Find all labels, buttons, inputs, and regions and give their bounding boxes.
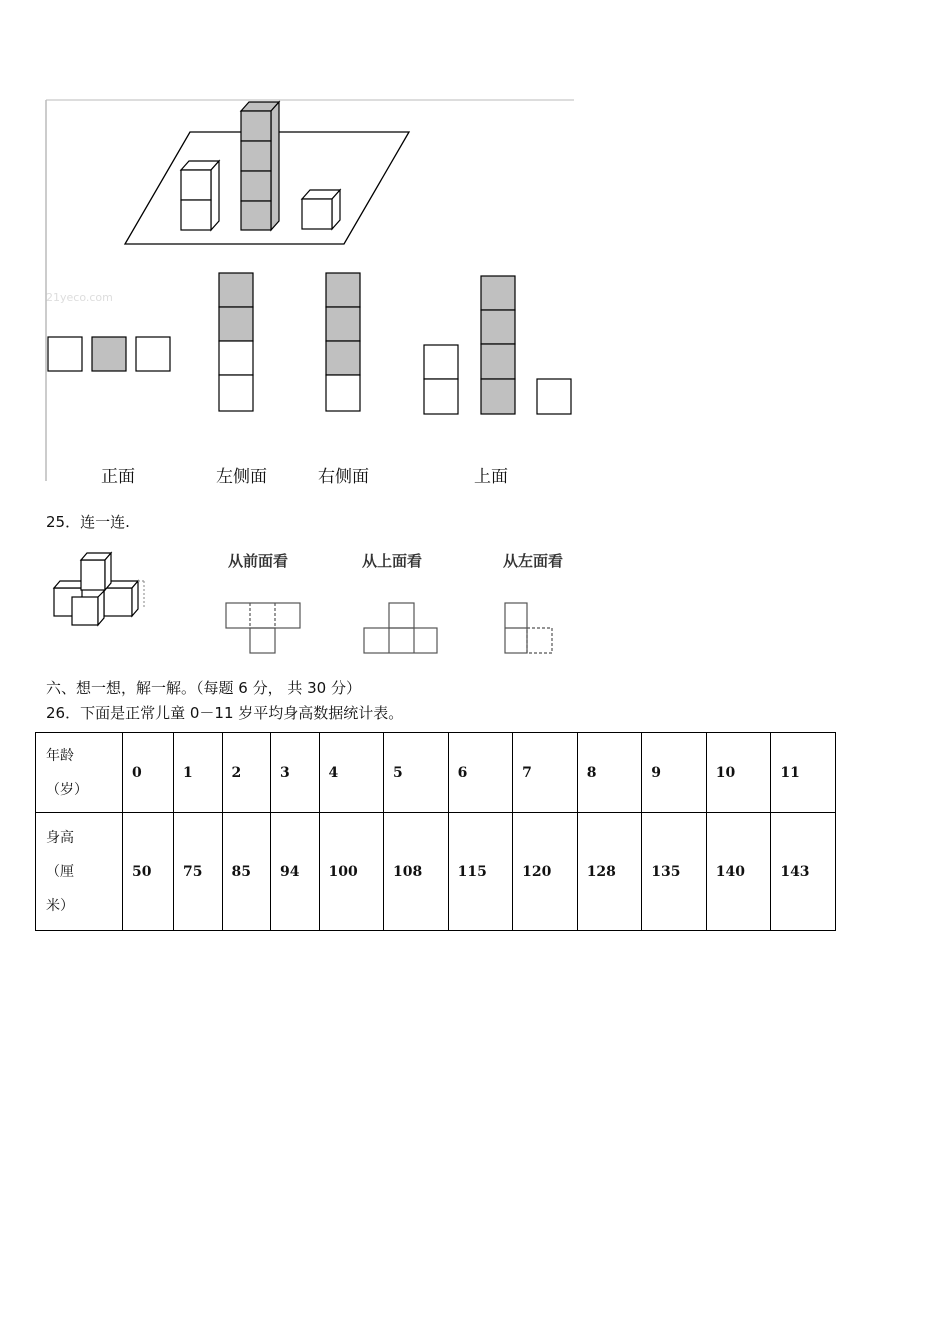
front-view-squares [48,337,170,371]
age-header-line1: 年龄 [46,747,74,764]
height-cell: 128 [577,813,642,931]
age-header-cell [36,733,123,813]
age-cell: 6 [448,733,513,813]
age-header-line2: （岁） [46,781,88,798]
height-cell: 100 [319,813,384,931]
height-cell: 140 [706,813,771,931]
top-view-label: 上面 [474,467,508,487]
age-cell: 5 [384,733,449,813]
question-25-title: 25．连一连. [46,513,130,531]
height-cell: 135 [642,813,707,931]
height-cell: 115 [448,813,513,931]
height-cell: 108 [384,813,449,931]
age-cell: 4 [319,733,384,813]
caption-left-view: 从左面看 [503,552,564,570]
height-cell: 143 [771,813,836,931]
height-header-line1: 身高 [46,829,74,846]
left-side-view-squares [219,273,253,411]
option-left-view [505,603,552,653]
height-cell: 85 [222,813,271,931]
height-cell: 50 [123,813,174,931]
age-cell: 3 [271,733,320,813]
age-cell: 8 [577,733,642,813]
table-row-height [36,813,836,931]
right-side-view-squares [326,273,360,411]
watermark-text: 21yeco.com [46,291,113,304]
age-cell: 9 [642,733,707,813]
height-cell: 94 [271,813,320,931]
top-view-squares [424,276,571,414]
height-header-line2: （厘 [46,863,74,880]
age-cell: 7 [513,733,578,813]
age-cell: 10 [706,733,771,813]
left-side-view-label: 左侧面 [216,467,267,487]
single-cube [302,190,340,229]
caption-front-view: 从前面看 [228,552,289,570]
cube-views-figure [44,98,576,484]
age-cell: 1 [174,733,223,813]
caption-top-view: 从上面看 [362,552,423,570]
front-view-label: 正面 [101,467,135,487]
matching-figure [44,545,574,660]
block-cluster [54,553,144,625]
two-cube-stack [181,161,219,230]
height-statistics-table [35,732,836,931]
option-front-view [226,603,300,653]
height-header-line3: 米） [46,897,74,914]
age-cell: 11 [771,733,836,813]
right-side-view-label: 右侧面 [318,467,369,487]
age-cell: 0 [123,733,174,813]
age-cell: 2 [222,733,271,813]
height-cell: 75 [174,813,223,931]
question-26-title: 26．下面是正常儿童 0－11 岁平均身高数据统计表。 [46,704,404,722]
table-row-age [36,733,836,813]
four-cube-stack [241,102,279,230]
section-6-heading: 六、想一想，解一解。（每题 6 分， 共 30 分） [46,679,361,697]
option-top-view [364,603,437,653]
height-header-cell [36,813,123,931]
height-cell: 120 [513,813,578,931]
